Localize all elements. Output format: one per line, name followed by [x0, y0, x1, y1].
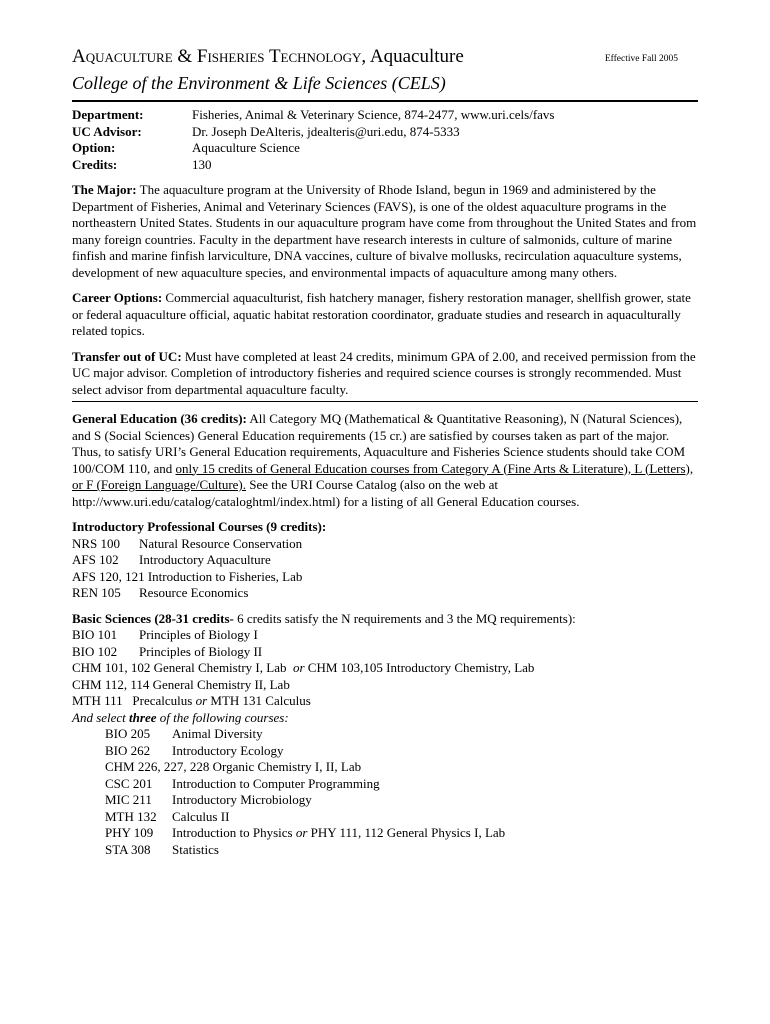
course-row	[105, 825, 698, 842]
course-code: CSC 201	[105, 775, 153, 791]
course-row: CHM 112, 114 General Chemistry II, Lab	[72, 676, 290, 692]
info-value: 130	[192, 156, 212, 172]
career-label: Career Options:	[72, 290, 163, 305]
course-text: MTH 111 Precalculus	[72, 693, 196, 708]
gen-ed-underlined-text: only 15 credits of General Education courses from Category A (Fine Arts & Literature), L (Letters), or F (Foreign Language/Culture).	[72, 460, 694, 492]
transfer-paragraph	[72, 349, 698, 399]
info-label: Department:	[72, 107, 144, 122]
college-subtitle: College of the Environment & Life Sciences (CELS)	[72, 73, 446, 93]
info-label: UC Advisor:	[72, 123, 142, 139]
course-row	[72, 536, 698, 553]
course-text: MTH 131 Calculus	[207, 693, 311, 708]
course-code: BIO 262	[105, 742, 151, 758]
info-label: Credits:	[72, 156, 118, 172]
course-row	[72, 693, 698, 710]
course-text: CHM 101, 102 General Chemistry I, Lab	[72, 660, 293, 675]
info-label: Option:	[72, 140, 116, 155]
select-count: three	[129, 709, 157, 725]
transfer-text: Must have completed at least 24 credits, minimum GPA of 2.00, and received permission from the UC major advisor. Completion of introductory fisheries and required science courses is strongly recommended. Must select advisor from departmental aquaculture faculty.	[72, 348, 696, 397]
career-paragraph	[72, 290, 698, 340]
select-text-end: of the following courses:	[156, 709, 289, 725]
major-text: The aquaculture program at the University of Rhode Island, begun in 1969 and administered by the Department of Fisheries, Animal and Veterinary Sciences (FAVS), is one of the oldest aquaculture programs in the northeastern United States. Students in our aquaculture program have come from throughout the United States and from many foreign countries. Faculty in the department have research interests in culture of salmonids, culture of marine finfish and marine finfish larviculture, DNA vaccines, culture of bivalve mollusks, recirculation aquaculture systems, development of new aquaculture species, and environmental impacts of aquaculture among many others.	[72, 182, 697, 280]
course-code: MTH 132	[105, 808, 157, 824]
info-row-credits	[72, 157, 698, 174]
course-name: Statistics	[172, 841, 219, 857]
course-name: Principles of Biology II	[139, 643, 263, 659]
info-value: Fisheries, Animal & Veterinary Science, 874-2477, www.uri.cels/favs	[192, 107, 555, 122]
select-instruction	[72, 710, 698, 727]
transfer-label: Transfer out of UC:	[72, 348, 182, 364]
major-label: The Major:	[72, 182, 137, 197]
basic-heading-note: 6 credits satisfy the N requirements and 3 the MQ requirements):	[233, 610, 576, 626]
course-row	[72, 644, 698, 661]
info-row-department	[72, 107, 698, 124]
effective-date: Effective Fall 2005	[604, 54, 678, 64]
career-text: Commercial aquaculturist, fish hatchery manager, fishery restoration manager, shellfish grower, state or federal aquaculture official, aquatic habitat restoration coordinator, graduate studies and research in aquaculturally related topics.	[72, 290, 691, 338]
course-code: NRS 100	[72, 535, 121, 551]
program-info	[72, 107, 698, 173]
major-paragraph	[72, 182, 698, 281]
course-name: Calculus II	[172, 808, 230, 824]
gen-ed-text: All Category MQ (Mathematical & Quantitative Reasoning), N (Natural Sciences), and S (Social Sciences) General Education requirements (15 cr.) are satisfied by courses taken as part of the major. Thus, to satisfy URI’s General Education requirements, Aquaculture and Fisheries Science students should take COM 100/COM 110, and	[72, 411, 686, 476]
course-row: AFS 120, 121 Introduction to Fisheries, Lab	[72, 568, 303, 584]
section-divider	[72, 401, 698, 402]
course-row	[105, 776, 698, 793]
info-value: Dr. Joseph DeAlteris, jdealteris@uri.edu, 874-5333	[192, 123, 460, 139]
course-name: Resource Economics	[139, 585, 249, 600]
course-code: MIC 211	[105, 792, 152, 807]
course-name: Animal Diversity	[172, 726, 263, 741]
course-name: Introductory Aquaculture	[139, 552, 271, 567]
info-row-advisor	[72, 124, 698, 141]
basic-heading-line	[72, 611, 698, 628]
or-text: or	[292, 660, 305, 675]
course-text: PHY 111, 112 General Physics I, Lab	[307, 825, 506, 840]
or-text: or	[295, 825, 308, 840]
elective-list	[72, 726, 698, 858]
course-row	[72, 585, 698, 602]
header-divider	[72, 100, 698, 102]
course-row	[105, 792, 698, 809]
gen-ed-label: General Education (36 credits):	[72, 411, 247, 426]
document-page	[72, 44, 698, 858]
course-row: CHM 226, 227, 228 Organic Chemistry I, II, Lab	[105, 759, 362, 774]
intro-heading: Introductory Professional Courses (9 credits):	[72, 519, 327, 534]
course-row	[105, 743, 698, 760]
course-code: PHY 109	[105, 825, 154, 840]
course-row	[105, 842, 698, 859]
course-row	[72, 660, 698, 677]
course-row	[105, 726, 698, 743]
course-row	[72, 627, 698, 644]
basic-sciences-section	[72, 611, 698, 859]
info-row-option	[72, 140, 698, 157]
course-text: CHM 103,105 Introductory Chemistry, Lab	[304, 660, 535, 675]
title-program: Aquaculture & Fisheries Technology,	[72, 46, 367, 67]
course-name: Introductory Microbiology	[172, 792, 312, 807]
gen-ed-paragraph	[72, 411, 698, 510]
course-name	[172, 825, 505, 842]
course-code: BIO 101	[72, 627, 118, 642]
course-row	[105, 809, 698, 826]
course-text: Introduction to Physics	[172, 825, 296, 840]
basic-heading: Basic Sciences (28-31 credits-	[72, 610, 234, 626]
course-code: AFS 102	[72, 552, 119, 567]
course-code: BIO 205	[105, 726, 151, 741]
info-value: Aquaculture Science	[192, 140, 300, 155]
title-option: Aquaculture	[366, 46, 464, 67]
course-name: Natural Resource Conservation	[139, 535, 303, 551]
gen-ed-text-end: See the URI Course Catalog (also on the web at http://www.uri.edu/catalog/cataloghtml/index.html) for a listing of all General Education courses.	[72, 477, 580, 509]
or-text: or	[195, 693, 208, 708]
course-code: BIO 102	[72, 643, 118, 659]
course-code: STA 308	[105, 841, 151, 857]
course-name: Introductory Ecology	[172, 742, 284, 758]
course-name: Introduction to Computer Programming	[172, 775, 380, 791]
course-name: Principles of Biology I	[139, 627, 258, 642]
course-row	[72, 552, 698, 569]
header	[72, 44, 698, 72]
intro-courses-section	[72, 519, 698, 602]
course-code: REN 105	[72, 585, 121, 600]
select-text: And select	[72, 709, 130, 725]
